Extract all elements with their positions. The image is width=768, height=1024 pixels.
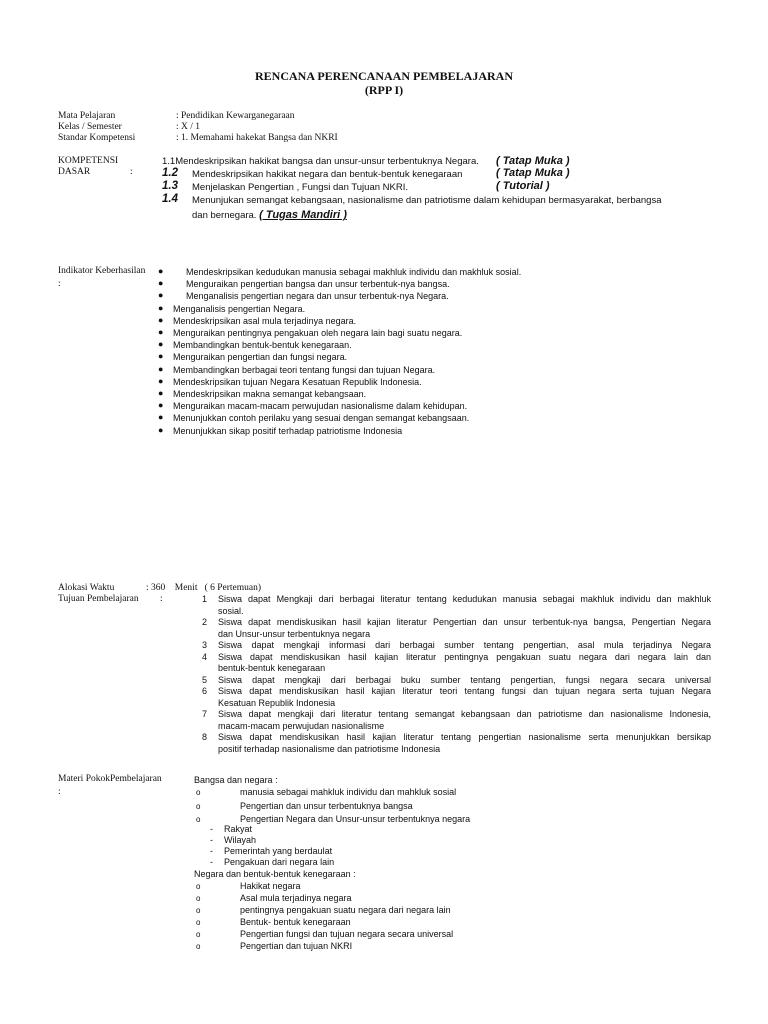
materi-sub-item: Wilayah xyxy=(224,835,257,845)
indikator-item: Menguraikan pentingnya pengakuan oleh negara lain bagi suatu negara. xyxy=(173,328,463,338)
indikator-bullet: ● xyxy=(158,388,164,398)
tujuan-item-cont: dan Unsur-unsur terbentuknya negara xyxy=(218,628,371,639)
indikator-bullet: ● xyxy=(158,412,164,423)
kd-item-1 xyxy=(162,156,479,167)
indikator-item: Membandingkan bentuk-bentuk kenegaraan. xyxy=(173,340,352,351)
sk-label: Standar Kompetensi xyxy=(58,133,136,143)
tujuan-number: 7 xyxy=(202,709,208,719)
indikator-bullet: ● xyxy=(158,302,164,313)
materi-o-bullet: o xyxy=(196,918,201,927)
kd-text-4-cont: dan bernegara. xyxy=(192,210,257,221)
kd-num-3: 1.3 xyxy=(162,180,178,192)
indikator-bullet: ● xyxy=(158,266,164,276)
indikator-item: Menganalisis pengertian Negara. xyxy=(173,303,306,314)
mapel-label: Mata Pelajaran xyxy=(58,111,116,121)
materi-o-bullet: o xyxy=(196,788,201,797)
tujuan-item-cont: positif terhadap nasionalisme dan patriotisme Indonesia xyxy=(218,743,441,754)
tujuan-item-cont: Kesatuan Republik Indonesia xyxy=(218,697,336,708)
kd-colon: : xyxy=(130,167,133,177)
kd-note-3: ( Tutorial ) xyxy=(496,180,550,192)
tujuan-item-line: Siswa dapat mendiskusikan hasil kajian literatur Pengertian dan unsur terbentuk-nya bangsa, Pengertian Negara xyxy=(218,617,711,627)
tujuan-item-cont: bentuk-bentuk kenegaraan xyxy=(218,663,326,673)
tujuan-number: 6 xyxy=(202,686,208,696)
tujuan-number: 3 xyxy=(202,640,208,650)
materi-item: manusia sebagai mahkluk individu dan mahkluk sosial xyxy=(240,787,457,797)
tujuan-number: 4 xyxy=(202,651,208,662)
kd-text-4: Menunjukan semangat kebangsaan, nasionalisme dan patriotisme dalam kehidupan bermasyarakat, berbangsa xyxy=(192,195,662,206)
materi-o-bullet: o xyxy=(196,882,201,891)
kd-note-1: ( Tatap Muka ) xyxy=(496,155,570,167)
indikator-bullet: ● xyxy=(158,327,164,337)
alokasi-value: : 360 Menit ( 6 Pertemuan) xyxy=(146,583,262,593)
materi-sub-item: Rakyat xyxy=(224,824,253,834)
tujuan-item-line: Siswa dapat mengkaji dari berbagai buku sumber tentang pengertian, fungsi negara secara universal xyxy=(218,674,711,685)
alokasi-label: Alokasi Waktu xyxy=(58,583,115,593)
indikator-bullet: ● xyxy=(158,375,164,386)
indikator-colon: : xyxy=(58,279,61,289)
tujuan-item-line: Siswa dapat mendiskusikan hasil kajian literatur pentingnya pengakuan suatu negara dari negara lain dan xyxy=(218,651,711,662)
tujuan-item-line: Siswa dapat mendiskusikan hasil kajian literatur teori tentang fungsi dan tujuan negara serta tujuan Negara xyxy=(218,686,711,696)
mapel-value: : Pendidikan Kewarganegaraan xyxy=(176,111,295,121)
indikator-item: Mendeskripsikan makna semangat kebangsaan. xyxy=(173,389,367,399)
kd-num: 1.1 xyxy=(162,156,176,167)
kd-num-2: 1.2 xyxy=(162,167,178,179)
indikator-bullet: ● xyxy=(158,314,164,325)
indikator-bullet: ● xyxy=(158,400,164,411)
indikator-bullet: ● xyxy=(158,290,164,301)
kd-note-4: ( Tugas Mandiri ) xyxy=(259,209,347,221)
tujuan-label: Tujuan Pembelajaran xyxy=(58,594,139,604)
kelas-label: Kelas / Semester xyxy=(58,122,122,132)
materi-label: Materi PokokPembelajaran xyxy=(58,774,162,784)
indikator-item: Menguraikan pengertian dan fungsi negara. xyxy=(173,352,348,363)
kd-note-2: ( Tatap Muka ) xyxy=(496,167,570,179)
kd-text-3: Menjelaskan Pengertian , Fungsi dan Tujuan NKRI. xyxy=(192,182,408,193)
materi-dash: - xyxy=(210,857,213,867)
materi-dash: - xyxy=(210,846,213,856)
materi-o-bullet: o xyxy=(196,815,201,824)
materi-dash: - xyxy=(210,835,213,845)
indikator-item: Mendeskripsikan asal mula terjadinya negara. xyxy=(173,315,357,326)
materi-item: Pengertian Negara dan Unsur-unsur terbentuknya negara xyxy=(240,814,471,824)
tujuan-item-line: Siswa dapat Mengkaji dari berbagai literatur tentang kedudukan manusia sebagai makhluk individu dan makhluk xyxy=(218,594,711,604)
tujuan-item-line: Siswa dapat mengkaji dari literatur tentang semangat kebangsaan dan patriotisme dan nasionalisme Indonesia, xyxy=(218,709,711,719)
indikator-item: Menganalisis pengertian negara dan unsur terbentuk-nya Negara. xyxy=(186,291,449,302)
materi-o-bullet: o xyxy=(196,906,201,915)
indikator-bullet: ● xyxy=(158,424,164,435)
kelas-value: : X / 1 xyxy=(176,122,201,132)
materi-o-bullet: o xyxy=(196,942,201,951)
materi-item: Asal mula terjadinya negara xyxy=(240,893,352,903)
document-title: RENCANA PERENCANAAN PEMBELAJARAN xyxy=(254,69,513,83)
tujuan-item-line: Siswa dapat mengkaji informasi dari berbagai sumber tentang pengertian, asal mula terjadinya Negara xyxy=(218,640,711,650)
materi-head-2: Negara dan bentuk-bentuk kenegaraan : xyxy=(194,869,356,879)
tujuan-item-line: Siswa dapat mendiskusikan hasil kajian literatur tentang pengertian nasionalisme serta menunjukkan bersikap xyxy=(218,732,711,742)
materi-sub-item: Pemerintah yang berdaulat xyxy=(224,846,333,856)
materi-o-bullet: o xyxy=(196,930,201,939)
kd-label-1: KOMPETENSI xyxy=(58,156,119,166)
kd-num-4: 1.4 xyxy=(162,193,178,205)
indikator-item: Menunjukkan sikap positif terhadap patriotisme Indonesia xyxy=(173,425,403,436)
materi-item: Pengertian fungsi dan tujuan negara secara universal xyxy=(240,929,454,939)
kd-text: Mendeskripsikan hakikat bangsa dan unsur-unsur terbentuknya Negara. xyxy=(175,156,479,167)
tujuan-item-cont: sosial. xyxy=(218,605,244,616)
kd-text-2: Mendeskripsikan hakikat negara dan bentuk-bentuk kenegaraan xyxy=(192,169,463,180)
materi-dash: - xyxy=(210,824,213,834)
sk-value: : 1. Memahami hakekat Bangsa dan NKRI xyxy=(176,133,338,143)
materi-item: Hakikat negara xyxy=(240,881,301,891)
indikator-label: Indikator Keberhasilan xyxy=(58,266,146,276)
indikator-item: Menguraikan macam-macam perwujudan nasionalisme dalam kehidupan. xyxy=(173,401,468,412)
tujuan-item-cont: macam-macam perwujudan nasionalisme xyxy=(218,720,385,731)
tujuan-number: 5 xyxy=(202,674,208,685)
kd-label-2: DASAR xyxy=(58,167,91,177)
indikator-item: Mendeskripsikan tujuan Negara Kesatuan Republik Indonesia. xyxy=(173,376,422,387)
tujuan-number: 8 xyxy=(202,732,208,742)
kd-text-4b xyxy=(192,209,347,221)
materi-item: Pengertian dan tujuan NKRI xyxy=(240,941,353,951)
document-subtitle: (RPP I) xyxy=(364,83,404,97)
indikator-item: Menunjukkan contoh perilaku yang sesuai dengan semangat kebangsaan. xyxy=(173,413,470,424)
materi-o-bullet: o xyxy=(196,801,201,811)
materi-o-bullet: o xyxy=(196,894,201,903)
materi-item: Bentuk- bentuk kenegaraan xyxy=(240,917,351,927)
indikator-bullet: ● xyxy=(158,278,164,289)
indikator-item: Membandingkan berbagai teori tentang fungsi dan tujuan Negara. xyxy=(173,364,436,375)
indikator-item: Mendeskripsikan kedudukan manusia sebagai makhluk individu dan makhluk sosial. xyxy=(186,267,522,277)
indikator-bullet: ● xyxy=(158,351,164,362)
indikator-bullet: ● xyxy=(158,339,164,350)
materi-colon: : xyxy=(58,787,61,797)
indikator-item: Menguraikan pengertian bangsa dan unsur terbentuk-nya bangsa. xyxy=(186,279,450,290)
materi-head-1: Bangsa dan negara : xyxy=(194,775,278,785)
materi-item: pentingnya pengakuan suatu negara dari negara lain xyxy=(240,905,451,915)
materi-item: Pengertian dan unsur terbentuknya bangsa xyxy=(240,800,413,811)
tujuan-number: 2 xyxy=(202,617,208,627)
indikator-bullet: ● xyxy=(158,363,164,374)
materi-sub-item: Pengakuan dari negara lain xyxy=(224,857,335,867)
tujuan-colon: : xyxy=(160,594,163,604)
tujuan-number: 1 xyxy=(202,594,208,604)
